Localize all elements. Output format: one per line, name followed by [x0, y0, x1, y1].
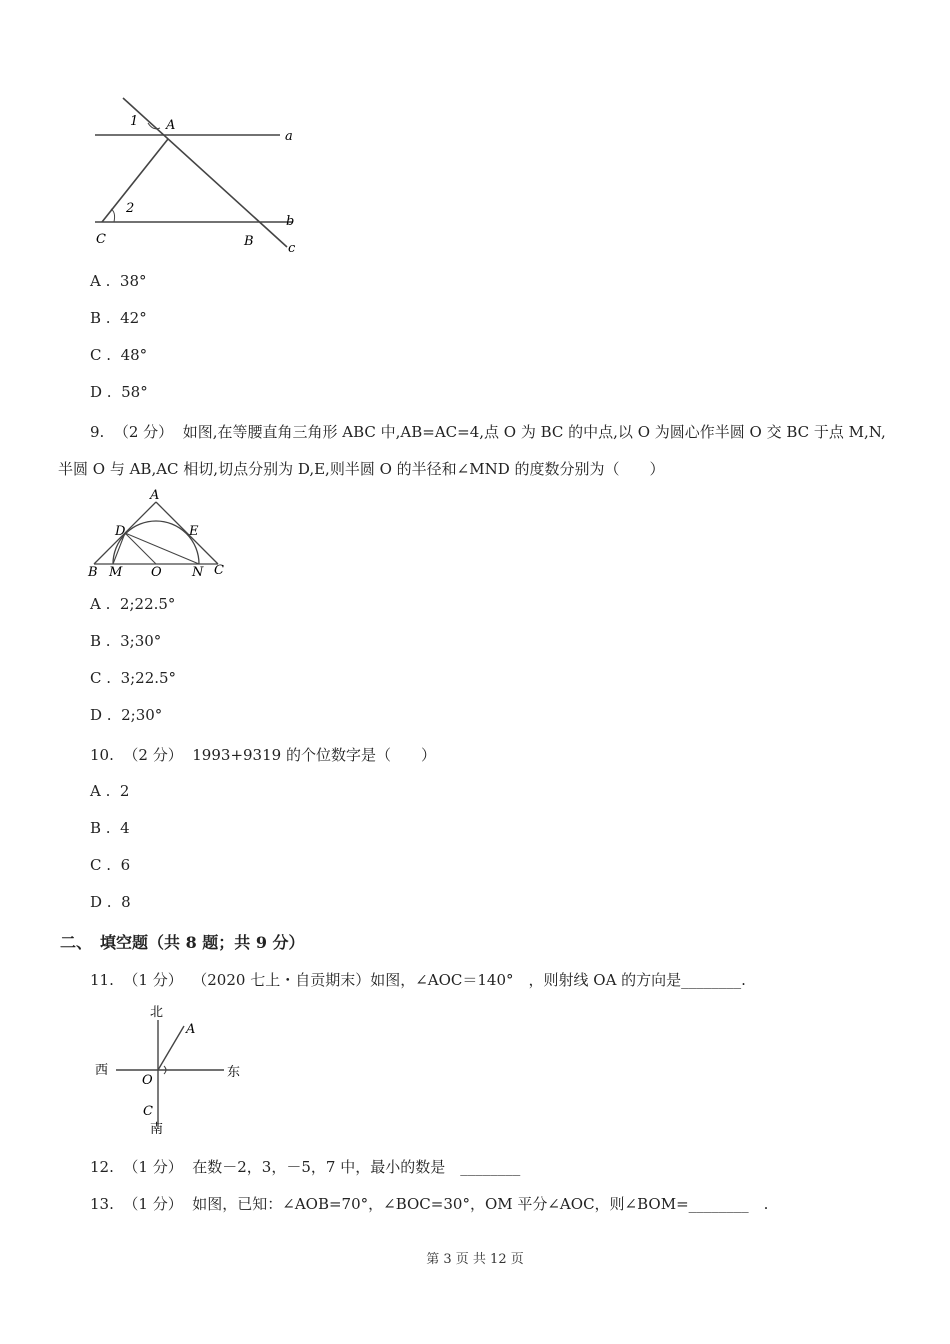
label-south: 南: [150, 1122, 164, 1137]
label-D: D: [115, 524, 126, 539]
page-footer: 第 3 页 共 12 页: [426, 1252, 524, 1267]
label-north: 北: [150, 1005, 164, 1020]
q9-option-d: D . 2;30°: [90, 706, 163, 724]
label-B: B: [88, 565, 98, 580]
label-O: O: [142, 1073, 153, 1088]
label-M: M: [109, 565, 123, 580]
label-O: O: [151, 565, 162, 580]
q9-stem-line1: 9. （2 分） 如图,在等腰直角三角形 ABC 中,AB=AC=4,点 O 为 BC 的中点,以 O 为圆心作半圆 O 交 BC 于点 M,N,: [90, 423, 886, 441]
semicircle-o: [113, 521, 199, 564]
q8-option-b: B . 42°: [90, 309, 147, 327]
q8-option-d: D . 58°: [90, 383, 148, 401]
q13-stem: 13. （1 分） 如图，已知：∠AOB=70°，∠BOC=30°，OM 平分∠AOC，则∠BOM=________ .: [90, 1195, 769, 1213]
segment-do: [125, 533, 156, 564]
label-N: N: [192, 565, 204, 580]
label-b: b: [286, 214, 295, 229]
q8-option-a: A . 38°: [90, 272, 147, 290]
label-A: A: [186, 1022, 196, 1037]
segment-dn: [125, 533, 199, 564]
label-1: 1: [130, 114, 139, 129]
q9-stem-line2: 半圆 O 与 AB,AC 相切,切点分别为 D,E,则半圆 O 的半径和∠MND 的度数分别为（ ）: [58, 460, 665, 478]
label-west: 西: [95, 1063, 109, 1078]
label-2: 2: [126, 201, 135, 216]
q11-stem: 11. （1 分） （2020 七上・自贡期末）如图，∠AOC＝140° ，则射线 OA 的方向是________.: [90, 971, 746, 989]
q9-option-c: C . 3;22.5°: [90, 669, 177, 687]
q9-option-a: A . 2;22.5°: [90, 595, 176, 613]
q10-option-d: D . 8: [90, 893, 131, 911]
line-c: [123, 98, 287, 247]
q11-figure: [92, 1000, 252, 1140]
label-a: a: [285, 129, 293, 144]
label-E: E: [189, 524, 199, 539]
q10-option-c: C . 6: [90, 856, 131, 874]
label-B: B: [244, 234, 254, 249]
q12-stem: 12. （1 分） 在数－2，3，－5，7 中，最小的数是 ________: [90, 1158, 521, 1176]
q9-figure: [88, 490, 233, 582]
side-ac: [156, 502, 218, 564]
ray-oa: [158, 1026, 184, 1070]
q10-option-a: A . 2: [90, 782, 130, 800]
q8-option-c: C . 48°: [90, 346, 148, 364]
label-c: c: [288, 241, 296, 256]
q10-stem: 10. （2 分） 1993+9319 的个位数字是（ ）: [90, 746, 436, 764]
q9-option-b: B . 3;30°: [90, 632, 162, 650]
label-C: C: [96, 232, 106, 247]
label-C: C: [143, 1104, 153, 1119]
label-C: C: [214, 563, 224, 578]
q10-option-b: B . 4: [90, 819, 130, 837]
label-A: A: [166, 118, 176, 133]
section-heading: 二、 填空题（共 8 题；共 9 分）: [60, 933, 305, 952]
q8-figure: [90, 95, 310, 260]
label-A: A: [150, 488, 160, 503]
label-east: 东: [227, 1065, 241, 1080]
